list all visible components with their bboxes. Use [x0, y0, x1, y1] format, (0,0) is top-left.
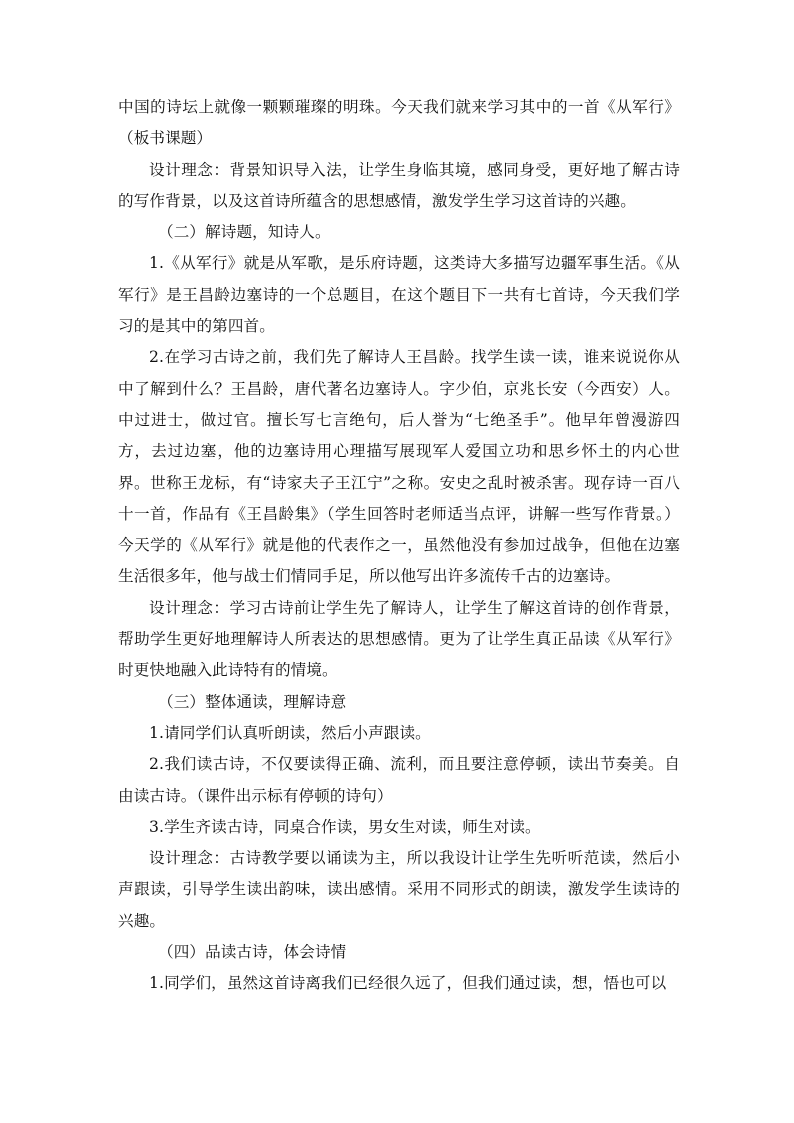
document-body — [118, 92, 680, 1000]
design-concept-paragraph-2: 设计理念：学习古诗前让学生先了解诗人，让学生了解这首诗的创作背景，帮助学生更好地理解诗人所表达的思想感情。更为了让学生真正品读《从军行》时更快地融入此诗特有的情境。 — [118, 598, 680, 680]
poem-title-explanation-paragraph: 1.《从军行》就是从军歌，是乐府诗题，这类诗大多描写边疆军事生活。《从军行》是王昌龄边塞诗的一个总题目，在这个题目下一共有七首诗，今天我们学习的是其中的第四首。 — [118, 254, 680, 336]
section-heading-3: （三）整体通读，理解诗意 — [158, 692, 347, 711]
reading-step-3: 3.学生齐读古诗，同桌合作读，男女生对读，师生对读。 — [149, 817, 541, 836]
section-heading-2: （二）解诗题，知诗人。 — [158, 223, 331, 242]
reading-step-1: 1.请同学们认真听朗读，然后小声跟读。 — [149, 723, 431, 742]
appreciation-step-1: 1.同学们，虽然这首诗离我们已经很久远了，但我们通过读，想，悟也可以 — [149, 974, 667, 993]
reading-step-2: 2.我们读古诗，不仅要读得正确、流利，而且要注意停顿，读出节奏美。自由读古诗。（课件出示标有停顿的诗句） — [118, 755, 680, 805]
section-heading-4: （四）品读古诗，体会诗情 — [158, 943, 347, 962]
poet-introduction-paragraph: 2.在学习古诗之前，我们先了解诗人王昌龄。找学生读一读，谁来说说你从中了解到什么？王昌龄，唐代著名边塞诗人。字少伯，京兆长安（今西安）人。中过进士，做过官。擅长写七言绝句，后人誉为“七绝圣手”。他早年曾漫游四方，去过边塞，他的边塞诗用心理描写展现军人爱国立功和思乡怀土的内心世界。世称王龙标，有“诗家夫子王江宁”之称。安史之乱时被杀害。现存诗一百八十一首，作品有《王昌龄集》（学生回答时老师适当点评，讲解一些写作背景。）今天学的《从军行》就是他的代表作之一，虽然他没有参加过战争，但他在边塞生活很多年，他与战士们情同手足，所以他写出许多流传千古的边塞诗。 — [118, 348, 680, 586]
intro-continuation-paragraph: 中国的诗坛上就像一颗颗璀璨的明珠。今天我们就来学习其中的一首《从军行》（板书课题） — [118, 98, 680, 148]
design-concept-paragraph-1: 设计理念：背景知识导入法，让学生身临其境，感同身受，更好地了解古诗的写作背景，以及这首诗所蕴含的思想感情，激发学生学习这首诗的兴趣。 — [118, 160, 680, 210]
design-concept-paragraph-3: 设计理念：古诗教学要以诵读为主，所以我设计让学生先听听范读，然后小声跟读，引导学生读出韵味，读出感情。采用不同形式的朗读，激发学生读诗的兴趣。 — [118, 849, 680, 930]
